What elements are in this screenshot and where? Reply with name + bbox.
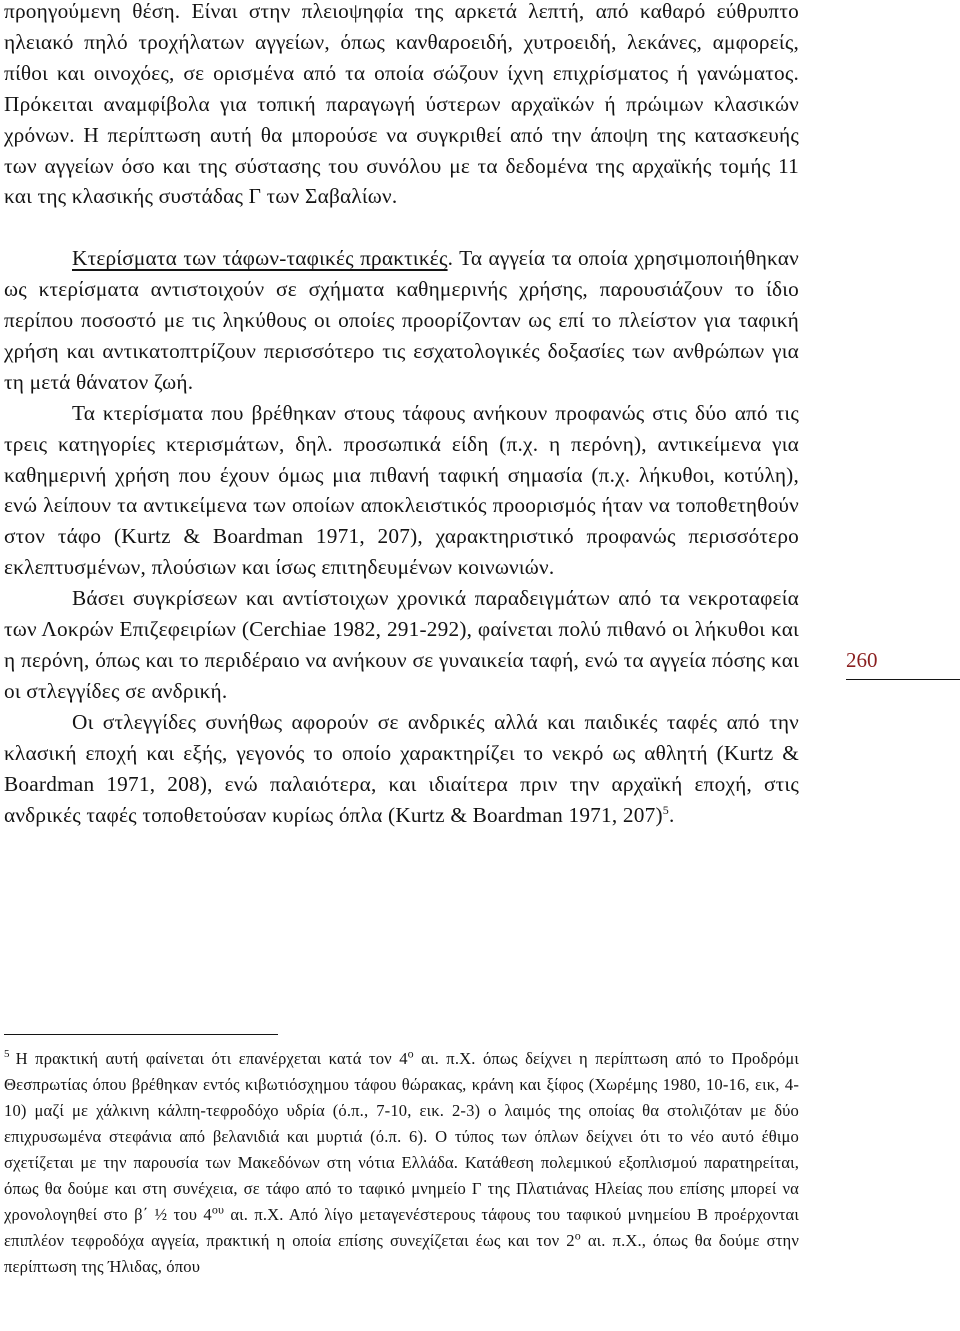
footnote-text-2: αι. π.Χ. όπως δείχνει η περίπτωση από το Προδρόμι Θεσπρωτίας όπου βρέθηκαν εντός κιβωτιόσχημου τάφου θώρακας, κράνη και ξίφος (Χωρέμης 1980, 10-16, εικ, 4-10) μαζί με χάλκινη κάλπη-τεφροδόχο υδρία (ό.π., 7-10, εικ. 2-3) ο λαιμός της οποίας θα στολιζόταν με δύο επιχρυσωμένα στεφάνια από βελανιδιά και μυρτιά (ό.π. 6). Ο τύπος των όπλων δείχνει ότι το νέο αυτό έθιμο σχετίζεται με την παρουσία των Μακεδόνων στη νότια Ελλάδα. Κατάθεση πολεμικού εξοπλισμού παρατηρείται, όπως θα δούμε και στη συνέχεια, σε τάφο από το ταφικό μνημείο Γ της Πλατιάνας Ηλείας που επίσης μπορεί να χρονολογηθεί στο β΄ ½ του 4 bbox=[4, 1049, 799, 1224]
footnote-text-3: αι. π.Χ. Από λίγο μεταγενέστερους τάφους του ταφικού μνημείου Β προέρχονται επιπλέον τεφροδόχα αγγεία, πρακτική η οποία επίσης συνεχίζεται έως και τον 2 bbox=[4, 1205, 799, 1250]
paragraph-strigils-text: Οι στλεγγίδες συνήθως αφορούν σε ανδρικές αλλά και παιδικές ταφές από την κλασική εποχή και εξής, γεγονός το οποίο χαρακτηρίζει το νεκρό ως αθλητή (Kurtz & Boardman 1971, 208), ενώ παλαιότερα, και ιδιαίτερα πριν την αρχαϊκή εποχή, στις ανδρικές ταφές τοποθετούσαν κυρίως όπλα (Kurtz & Boardman 1971, 207) bbox=[4, 709, 799, 827]
footnote bbox=[4, 1046, 799, 1280]
paragraph-grave-goods-text: . Τα αγγεία τα οποία χρησιμοποιήθηκαν ως κτερίσματα αντιστοιχούν σε σχήματα καθημερινής χρήσης, παρουσιάζουν το ίδιο περίπου ποσοστό με τις ληκύθους οι οποίες προορίζονταν ως επί το πλείστον για ταφική χρήση και αντικατοπτρίζουν περισσότερο τις εσχατολογικές δοξασίες των ανθρώπων για τη μετά θάνατον ζωή. bbox=[4, 246, 799, 394]
paragraph-intro: προηγούμενη θέση. Είναι στην πλειοψηφία της αρκετά λεπτή, από καθαρό εύθρυπτο ηλειακό πηλό τροχήλατων αγγείων, όπως κανθαροειδή, χυτροειδή, λεκάνες, αμφορείς, πίθοι και οινοχόες, σε ορισμένα από τα οποία σώζουν ίχνη επιχρίσματος ή γανώματος. Πρόκειται αναμφίβολα για τοπική παραγωγή ύστερων αρχαϊκών ή πρώιμων κλασικών χρόνων. Η περίπτωση αυτή θα μπορούσε να συγκριθεί από την άποψη της κατασκευής των αγγείων όσο και της σύστασης του συνόλου με τα δεδομένα της αρχαϊκής τομής 11 και της κλασικής συστάδας Γ των Σαβαλίων. bbox=[4, 0, 799, 209]
footnote-separator bbox=[4, 1034, 278, 1035]
paragraph-strigils bbox=[4, 707, 799, 831]
footnote-text-4: αι. π.Χ., όπως θα δούμε στην περίπτωση της Ήλιδας, όπου bbox=[4, 1231, 799, 1276]
page-number-rule bbox=[846, 679, 960, 680]
paragraph-comparisons: Βάσει συγκρίσεων και αντίστοιχων χρονικά παραδειγμάτων από τα νεκροταφεία των Λοκρών Επιζεφειρίων (Cerchiae 1982, 291-292), φαίνεται πολύ πιθανό οι λήκυθοι και η περόνη, όπως και το περιδέραιο να ανήκουν σε γυναικεία ταφή, ενώ τα αγγεία πόσης και οι στλεγγίδες σε ανδρική. bbox=[4, 586, 799, 703]
page-number: 260 bbox=[846, 648, 878, 672]
footnote-superscript-1: ο bbox=[407, 1046, 414, 1061]
paragraph-categories: Τα κτερίσματα που βρέθηκαν στους τάφους ανήκουν προφανώς στις δύο από τις τρεις κατηγορίες κτερισμάτων, δηλ. προσωπικά είδη (π.χ. η περόνη), αντικείμενα για καθημερινή χρήση που έχουν όμως μια πιθανή ταφική σημασία (π.χ. λήκυθοι, κοτύλη), ενώ λείπουν τα αντικείμενα των οποίων αποκλειστικός προορισμός ήταν να τοποθετηθούν στον τάφο (Kurtz & Boardman 1971, 207), χαρακτηριστικό προφανώς περισσότερο εκλεπτυσμένων, πλούσιων και ίσως επιτηδευμένων κοινωνιών. bbox=[4, 400, 799, 580]
footnote-superscript-3: ο bbox=[574, 1228, 581, 1243]
footnote-superscript-2: ου bbox=[211, 1202, 225, 1217]
footnote-text-1: Η πρακτική αυτή φαίνεται ότι επανέρχεται κατά τον 4 bbox=[15, 1049, 408, 1068]
paragraph-grave-goods bbox=[4, 243, 799, 398]
footnote-reference[interactable]: 5 bbox=[662, 802, 669, 817]
footnote-number: 5 bbox=[4, 1048, 10, 1061]
main-text bbox=[4, 0, 799, 830]
paragraph-gap bbox=[4, 212, 799, 243]
paragraph-strigils-end: . bbox=[668, 802, 675, 827]
section-heading: Κτερίσματα των τάφων-ταφικές πρακτικές bbox=[72, 246, 448, 271]
